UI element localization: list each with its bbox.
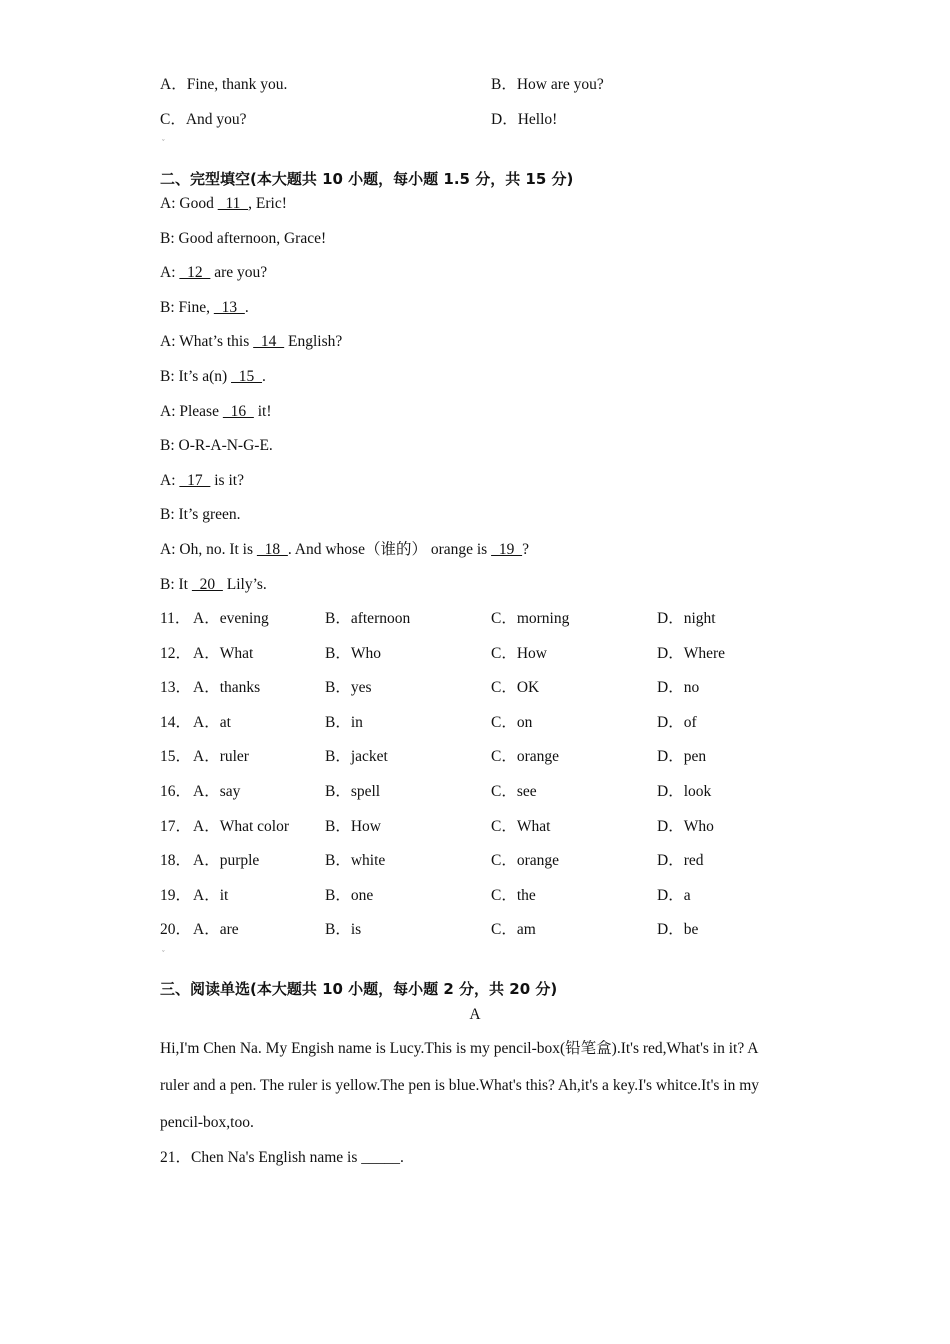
blank-number: 20 xyxy=(191,575,223,593)
dialogue-text: B: Good afternoon, Grace! xyxy=(160,229,327,247)
question-row xyxy=(160,817,820,837)
dialogue-text: A: Oh, no. It is xyxy=(160,541,257,558)
dialogue-text: . xyxy=(244,298,249,316)
dialogue-text: English? xyxy=(284,333,343,351)
option-c: C．orange xyxy=(491,748,560,766)
paragraph-mark-2: ˇ xyxy=(162,949,165,958)
option-c: C．see xyxy=(491,783,537,800)
question-number: 16． xyxy=(160,783,192,800)
dialogue-line xyxy=(160,505,241,525)
option-c: C．on xyxy=(491,713,533,731)
blank-number: 19 xyxy=(491,541,523,558)
option-d: D．night xyxy=(657,610,716,627)
passage-label: A xyxy=(469,1006,481,1023)
blank-number: 18 xyxy=(256,541,288,558)
dialogue-text: , Eric! xyxy=(248,195,287,212)
question-number: 11． xyxy=(160,610,191,627)
option-c: C．What xyxy=(491,817,551,835)
option-d: D．be xyxy=(657,921,699,939)
option-a: A．What xyxy=(193,644,254,662)
question-row xyxy=(160,609,820,629)
dialogue-line xyxy=(160,367,266,387)
section3-heading: 三、阅读单选(本大题共 10 小题，每小题 2 分，共 20 分) xyxy=(160,980,558,998)
question-number: 15． xyxy=(160,748,192,766)
dialogue-text: B: O-R-A-N-G-E. xyxy=(160,437,273,455)
dialogue-text: . xyxy=(262,368,266,385)
blank-number: 12 xyxy=(179,264,211,282)
option-d: D．red xyxy=(657,852,704,870)
option-a: A．thanks xyxy=(193,679,261,697)
blank-number: 11 xyxy=(217,195,249,212)
dialogue-text: B: It xyxy=(160,575,192,593)
dialogue-text: it! xyxy=(253,402,272,420)
question-number: 20． xyxy=(160,921,192,939)
section2-heading: 二、完型填空(本大题共 10 小题，每小题 1.5 分，共 15 分) xyxy=(160,170,574,188)
dialogue-line xyxy=(160,575,267,595)
option-d: D．no xyxy=(657,679,700,697)
question-row xyxy=(160,678,820,698)
dialogue-text: is it? xyxy=(210,471,244,489)
q10-option-c: C．And you? xyxy=(160,111,247,128)
dialogue-text: A: What’s this xyxy=(160,333,254,351)
option-d: D．look xyxy=(657,783,712,800)
dialogue-text: . And whose（谁的） orange is xyxy=(287,541,492,558)
dialogue-text: A: Please xyxy=(160,402,223,420)
option-b: B．Who xyxy=(325,644,381,662)
option-a: A．ruler xyxy=(193,748,249,766)
q10-option-a: A．Fine, thank you. xyxy=(160,76,288,93)
option-c: C．am xyxy=(491,921,536,939)
option-b: B．white xyxy=(325,852,386,870)
dialogue-line xyxy=(160,471,244,491)
q10-option-b: B．How are you? xyxy=(491,76,604,93)
question-number: 12． xyxy=(160,644,192,662)
option-b: B．in xyxy=(325,713,363,731)
dialogue-text: A: xyxy=(160,471,180,489)
dialogue-line xyxy=(160,436,273,456)
question-number: 17． xyxy=(160,817,192,835)
option-b: B．yes xyxy=(325,679,372,697)
dialogue-line xyxy=(160,402,272,422)
question-21: 21．Chen Na's English name is _____. xyxy=(160,1149,404,1166)
option-a: A．it xyxy=(193,886,229,904)
option-d: D．a xyxy=(657,886,691,904)
dialogue-text: A: xyxy=(160,264,180,282)
question-row xyxy=(160,747,820,767)
option-c: C．OK xyxy=(491,679,540,697)
dialogue-line xyxy=(160,298,249,318)
paragraph-mark: ˇ xyxy=(162,138,165,147)
question-number: 13． xyxy=(160,679,192,697)
dialogue-text: B: It’s green. xyxy=(160,506,241,524)
option-b: B．jacket xyxy=(325,748,388,766)
option-d: D．pen xyxy=(657,748,707,766)
blank-number: 16 xyxy=(222,402,254,420)
dialogue-line xyxy=(160,263,267,283)
dialogue-text: are you? xyxy=(210,264,268,282)
blank-number: 17 xyxy=(179,471,211,489)
question-number: 19． xyxy=(160,886,192,904)
option-c: C．morning xyxy=(491,610,570,627)
option-d: D．Where xyxy=(657,644,725,662)
dialogue-text: B: It’s a(n) xyxy=(160,368,232,385)
dialogue-text: ? xyxy=(522,541,529,558)
question-row xyxy=(160,713,820,733)
option-a: A．are xyxy=(193,921,239,939)
option-b: B．is xyxy=(325,921,362,939)
dialogue-text: A: Good xyxy=(160,195,218,212)
dialogue-line xyxy=(160,540,529,560)
question-number: 18． xyxy=(160,852,192,870)
question-number: 14． xyxy=(160,713,192,731)
question-row xyxy=(160,782,820,802)
question-row xyxy=(160,920,820,940)
option-b: B．one xyxy=(325,886,374,904)
option-c: C．orange xyxy=(491,852,560,870)
option-a: A．purple xyxy=(193,852,260,870)
option-a: A．What color xyxy=(193,817,289,835)
option-b: B．How xyxy=(325,817,381,835)
option-a: A．evening xyxy=(193,610,269,627)
dialogue-line xyxy=(160,332,342,352)
blank-number: 15 xyxy=(231,368,263,385)
dialogue-line xyxy=(160,194,287,214)
option-c: C．How xyxy=(491,644,547,662)
reading-passage: Hi,I'm Chen Na. My Engish name is Lucy.This is my pencil-box(铅笔盒).It's red,What's in it? A ruler and a pen. The ruler is yellow.The pen is blue.What's this? Ah,it's a key.I's whitce.It's in my pencil-box,too. xyxy=(160,1040,760,1131)
q10-option-d: D．Hello! xyxy=(491,111,558,128)
dialogue-text: Lily’s. xyxy=(222,575,267,593)
option-c: C．the xyxy=(491,886,536,904)
option-d: D．of xyxy=(657,713,697,731)
question-row xyxy=(160,644,820,664)
question-row xyxy=(160,851,820,871)
question-row xyxy=(160,886,820,906)
dialogue-line xyxy=(160,229,326,249)
option-a: A．say xyxy=(193,783,241,800)
blank-number: 13 xyxy=(213,298,245,316)
option-b: B．afternoon xyxy=(325,610,411,627)
option-b: B．spell xyxy=(325,783,381,800)
option-a: A．at xyxy=(193,713,231,731)
blank-number: 14 xyxy=(253,333,285,351)
option-d: D．Who xyxy=(657,817,714,835)
dialogue-text: B: Fine, xyxy=(160,298,214,316)
